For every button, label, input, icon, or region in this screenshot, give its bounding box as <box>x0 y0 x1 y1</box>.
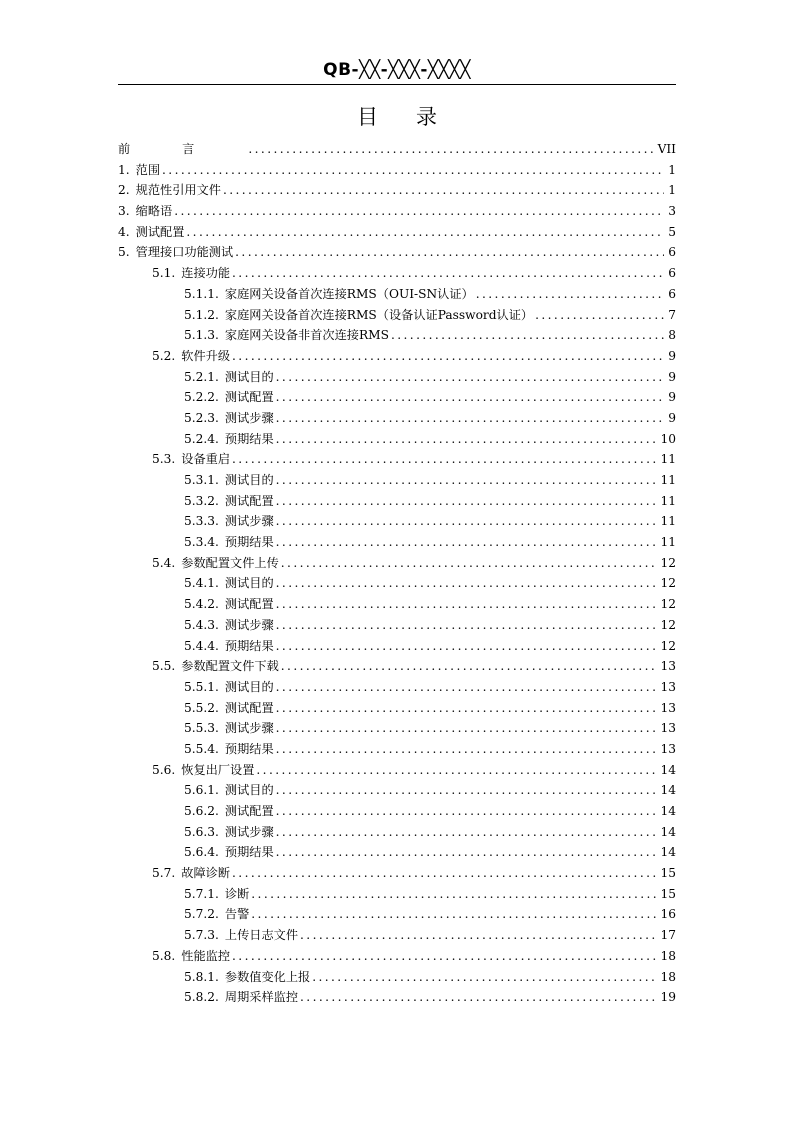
toc-entry-label <box>184 594 274 615</box>
toc-entry-label <box>184 532 274 553</box>
toc-entry-label <box>152 449 230 470</box>
toc-page-number: 13 <box>660 679 676 694</box>
toc-entry-number: 1. <box>118 162 130 177</box>
toc-entry-label <box>184 718 274 739</box>
toc-page-number: 11 <box>660 514 676 529</box>
toc-dot-leader <box>186 222 664 243</box>
toc-entry-text: 管理接口功能测试 <box>135 245 234 260</box>
header-divider <box>118 84 676 85</box>
toc-entry-label <box>184 987 298 1008</box>
toc-page-number: 19 <box>660 990 676 1005</box>
toc-entry-label <box>184 925 298 946</box>
toc-entry-number: 5.2.1. <box>184 369 219 384</box>
toc-entry-number: 5.7.2. <box>184 907 219 922</box>
toc-entry-number: 5.2.3. <box>184 410 219 425</box>
toc-page-number: 18 <box>660 969 676 984</box>
toc-entry-number: 5.8.2. <box>184 990 219 1005</box>
document-code: QB-╳╳-╳╳╳-╳╳╳╳ <box>323 60 471 80</box>
toc-entry-number: 5.5.1. <box>184 679 219 694</box>
toc-dot-leader <box>276 636 659 657</box>
toc-entry-text: 测试步骤 <box>224 514 274 529</box>
toc-dot-leader <box>232 863 658 884</box>
toc-entry[interactable] <box>118 532 676 553</box>
toc-entry-text: 预期结果 <box>224 741 274 756</box>
toc-dot-leader <box>276 718 659 739</box>
toc-entry[interactable] <box>118 325 676 346</box>
toc-page-number: 7 <box>668 307 676 322</box>
toc-dot-leader <box>232 346 664 367</box>
toc-dot-leader <box>276 677 659 698</box>
toc-dot-leader <box>276 801 659 822</box>
toc-entry-label <box>184 491 274 512</box>
toc-entry-text: 告警 <box>224 907 250 922</box>
toc-entry-text: 家庭网关设备首次连接RMS（设备认证Password认证） <box>224 307 534 322</box>
toc-page-number: 14 <box>660 762 676 777</box>
toc-dot-leader <box>162 160 664 181</box>
toc-entry-label <box>152 656 279 677</box>
toc-dot-leader <box>276 842 659 863</box>
toc-entry-number: 5.5.4. <box>184 741 219 756</box>
toc-dot-leader <box>276 511 659 532</box>
toc-page-number: 14 <box>660 804 676 818</box>
toc-entry[interactable] <box>118 822 676 843</box>
toc-entry[interactable] <box>118 222 676 243</box>
toc-entry[interactable] <box>118 573 676 594</box>
toc-entry-text: 测试配置 <box>224 390 274 405</box>
toc-entry[interactable] <box>118 801 676 822</box>
toc-entry-text: 性能监控 <box>181 948 231 963</box>
toc-entry-text: 测试步骤 <box>224 721 274 736</box>
toc-entry[interactable] <box>118 925 676 946</box>
toc-page-number: 6 <box>668 245 676 260</box>
toc-dot-leader <box>276 367 664 388</box>
toc-entry[interactable] <box>118 677 676 698</box>
toc-entry-text: 测试目的 <box>224 679 274 694</box>
toc-page-number: VII <box>657 142 676 156</box>
toc-dot-leader <box>232 449 658 470</box>
toc-page-number: 6 <box>668 266 676 281</box>
toc-entry-label <box>118 180 221 201</box>
toc-entry-label <box>184 511 274 532</box>
toc-page-number: 9 <box>668 410 676 425</box>
toc-entry-text: 恢复出厂设置 <box>181 762 255 777</box>
toc-entry-text: 预期结果 <box>224 638 274 653</box>
toc-entry[interactable] <box>118 180 676 201</box>
toc-entry-label <box>184 739 274 760</box>
toc-entry-label <box>184 470 274 491</box>
toc-entry-label <box>184 677 274 698</box>
toc-dot-leader <box>535 305 664 326</box>
toc-entry-text: 参数配置文件下载 <box>181 659 279 674</box>
toc-entry-text: 测试目的 <box>224 783 274 798</box>
toc-page-number: 9 <box>668 348 676 363</box>
toc-dot-leader <box>276 739 659 760</box>
toc-entry-label <box>184 408 274 429</box>
toc-entry[interactable] <box>118 967 676 988</box>
toc-entry[interactable] <box>118 408 676 429</box>
toc-entry-label <box>184 429 274 450</box>
table-of-contents <box>118 139 676 1008</box>
toc-entry-label <box>184 884 249 905</box>
toc-page-number: 12 <box>660 597 676 612</box>
toc-entry-text: 测试配置 <box>224 597 274 612</box>
toc-entry-label <box>184 904 249 925</box>
toc-dot-leader <box>223 180 664 201</box>
toc-entry[interactable] <box>118 491 676 512</box>
toc-entry[interactable] <box>118 656 676 677</box>
toc-page-number: 16 <box>660 907 676 922</box>
toc-entry-label <box>118 201 172 222</box>
toc-entry-number: 5.5. <box>152 659 176 674</box>
toc-entry-text: 诊断 <box>224 886 250 901</box>
toc-entry-label <box>184 967 310 988</box>
toc-entry-number: 5.1. <box>152 266 176 281</box>
toc-entry[interactable] <box>118 160 676 181</box>
toc-dot-leader <box>276 698 659 719</box>
toc-dot-leader <box>276 822 659 843</box>
toc-entry-label <box>152 760 254 781</box>
toc-entry-label <box>152 863 230 884</box>
toc-entry-number: 4. <box>118 224 130 239</box>
toc-entry-text: 参数配置文件上传 <box>181 555 279 570</box>
toc-entry-label <box>184 698 274 719</box>
toc-entry-text: 家庭网关设备首次连接RMS（OUI-SN认证） <box>224 286 474 301</box>
toc-entry-label <box>152 346 230 367</box>
toc-entry[interactable] <box>118 636 676 657</box>
toc-entry[interactable] <box>118 284 676 305</box>
toc-entry[interactable] <box>118 946 676 967</box>
toc-dot-leader <box>312 967 658 988</box>
toc-entry-text: 软件升级 <box>181 348 231 363</box>
toc-entry-number: 5.7.1. <box>184 886 219 901</box>
toc-page-number: 9 <box>668 369 676 384</box>
toc-page-number: 13 <box>660 721 676 736</box>
toc-entry-text: 测试配置 <box>224 804 274 818</box>
toc-dot-leader <box>276 408 664 429</box>
toc-entry-number: 5.3.2. <box>184 493 219 508</box>
toc-entry[interactable] <box>118 242 676 263</box>
toc-entry[interactable] <box>118 987 676 1008</box>
toc-entry[interactable] <box>118 553 676 574</box>
toc-entry-number: 5.6. <box>152 762 176 777</box>
toc-entry-label <box>184 573 274 594</box>
toc-dot-leader <box>276 491 659 512</box>
toc-entry-text: 测试步骤 <box>224 824 274 839</box>
toc-page-number: 12 <box>660 555 676 570</box>
toc-entry-label <box>184 842 274 863</box>
toc-entry-number: 5.1.3. <box>184 328 219 343</box>
toc-entry[interactable] <box>118 739 676 760</box>
toc-dot-leader <box>476 284 664 305</box>
toc-entry-text: 测试目的 <box>224 473 274 487</box>
toc-dot-leader <box>276 387 664 408</box>
toc-entry-number: 5.6.2. <box>184 804 219 818</box>
toc-entry-text: 设备重启 <box>181 452 231 467</box>
toc-dot-leader <box>276 532 659 553</box>
toc-dot-leader <box>232 946 658 967</box>
toc-entry-label <box>152 946 230 967</box>
toc-dot-leader <box>281 553 659 574</box>
toc-entry-number: 5.7.3. <box>184 928 219 943</box>
toc-entry-text: 周期采样监控 <box>224 990 299 1005</box>
toc-page-number: 13 <box>660 659 676 674</box>
toc-dot-leader <box>276 573 659 594</box>
toc-entry-number: 5.4. <box>152 555 176 570</box>
toc-entry[interactable] <box>118 387 676 408</box>
toc-entry[interactable] <box>118 429 676 450</box>
toc-dot-leader <box>276 429 659 450</box>
toc-entry-number: 5.2. <box>152 348 176 363</box>
toc-page-number: 5 <box>668 224 676 239</box>
toc-entry-number: 5.1.2. <box>184 307 219 322</box>
toc-dot-leader <box>276 594 659 615</box>
toc-entry-label <box>118 242 233 263</box>
toc-entry[interactable] <box>118 615 676 636</box>
toc-entry-text: 测试目的 <box>224 576 274 591</box>
toc-page-number: 14 <box>660 783 676 798</box>
toc-page-number: 14 <box>660 824 676 839</box>
toc-page-number: 6 <box>668 286 676 301</box>
toc-entry[interactable] <box>118 780 676 801</box>
toc-entry-text: 预期结果 <box>224 845 274 860</box>
toc-entry-label <box>184 305 533 326</box>
toc-entry-number: 5.2.4. <box>184 431 219 446</box>
toc-entry-label <box>184 387 274 408</box>
toc-entry-number: 5.4.1. <box>184 576 219 591</box>
toc-page-number: 11 <box>660 535 676 550</box>
toc-page-number: 12 <box>660 617 676 632</box>
toc-entry-number: 5. <box>118 245 130 260</box>
toc-page-number: 17 <box>660 928 676 943</box>
toc-dot-leader <box>281 656 659 677</box>
toc-entry-text: 测试配置 <box>224 700 274 715</box>
toc-entry-number: 5.3. <box>152 452 176 467</box>
toc-page-number: 15 <box>660 866 676 881</box>
toc-dot-leader <box>251 904 658 925</box>
toc-entry-text: 测试步骤 <box>224 617 274 632</box>
toc-dot-leader <box>174 201 664 222</box>
toc-page-number: 1 <box>668 162 676 177</box>
toc-entry-number: 5.4.2. <box>184 597 219 612</box>
toc-dot-leader <box>391 325 664 346</box>
toc-entry-label <box>118 139 246 160</box>
toc-entry-text: 预期结果 <box>224 535 274 550</box>
toc-entry-number: 5.4.3. <box>184 617 219 632</box>
toc-page-number: 9 <box>668 390 676 405</box>
toc-page-number: 11 <box>660 473 676 487</box>
toc-page-number: 12 <box>660 576 676 591</box>
toc-entry-label <box>184 822 274 843</box>
toc-entry-number: 5.6.1. <box>184 783 219 798</box>
toc-entry-text: 规范性引用文件 <box>135 183 221 198</box>
toc-entry-label <box>184 636 274 657</box>
toc-entry[interactable] <box>118 139 676 160</box>
toc-dot-leader <box>235 242 664 263</box>
toc-entry[interactable] <box>118 842 676 863</box>
toc-entry[interactable] <box>118 718 676 739</box>
toc-entry[interactable] <box>118 470 676 491</box>
toc-entry-text: 范围 <box>135 162 161 177</box>
toc-entry-text: 测试配置 <box>135 224 185 239</box>
toc-entry-label <box>152 263 230 284</box>
toc-entry[interactable] <box>118 904 676 925</box>
toc-entry-text: 测试目的 <box>224 369 274 384</box>
toc-entry-number: 5.5.2. <box>184 700 219 715</box>
toc-dot-leader <box>256 760 658 781</box>
toc-entry-number: 5.6.3. <box>184 824 219 839</box>
toc-entry-label <box>184 367 274 388</box>
toc-page-number: 14 <box>660 845 676 860</box>
toc-entry-label <box>184 801 274 822</box>
toc-page-number: 8 <box>668 328 676 343</box>
toc-entry-label <box>184 615 274 636</box>
toc-page-number: 11 <box>660 493 676 508</box>
toc-entry-number: 5.5.3. <box>184 721 219 736</box>
toc-dot-leader <box>232 263 664 284</box>
toc-entry[interactable] <box>118 346 676 367</box>
toc-entry-text: 家庭网关设备非首次连接RMS <box>224 328 389 343</box>
toc-entry-number: 2. <box>118 183 130 198</box>
toc-page-number: 1 <box>668 183 676 198</box>
toc-entry[interactable] <box>118 263 676 284</box>
toc-page-number: 3 <box>668 204 676 219</box>
toc-entry-number: 5.6.4. <box>184 845 219 860</box>
toc-entry-number: 5.8.1. <box>184 969 219 984</box>
toc-entry[interactable] <box>118 511 676 532</box>
toc-title: 目录 <box>357 105 475 129</box>
toc-page-number: 13 <box>660 700 676 715</box>
toc-entry-number: 5.3.3. <box>184 514 219 529</box>
toc-entry-number: 5.7. <box>152 866 176 881</box>
toc-entry[interactable] <box>118 884 676 905</box>
toc-entry-label <box>118 160 160 181</box>
toc-entry-text: 预期结果 <box>224 431 274 446</box>
toc-page-number: 11 <box>660 452 676 467</box>
toc-entry-text: 测试步骤 <box>224 410 274 425</box>
toc-dot-leader <box>276 780 659 801</box>
toc-entry-label <box>184 780 274 801</box>
page-header <box>118 56 676 84</box>
toc-page-number: 15 <box>660 886 676 901</box>
toc-entry-text: 参数值变化上报 <box>224 969 311 984</box>
toc-dot-leader <box>276 615 659 636</box>
toc-entry[interactable] <box>118 760 676 781</box>
toc-entry-text: 缩略语 <box>135 204 173 219</box>
toc-entry[interactable] <box>118 863 676 884</box>
toc-entry[interactable] <box>118 594 676 615</box>
toc-entry[interactable] <box>118 305 676 326</box>
toc-entry-text: 故障诊断 <box>181 866 231 881</box>
toc-entry-number: 3. <box>118 204 130 219</box>
toc-entry[interactable] <box>118 698 676 719</box>
toc-entry-number: 5.4.4. <box>184 638 219 653</box>
toc-entry-text: 测试配置 <box>224 493 274 508</box>
toc-entry-label <box>152 553 279 574</box>
toc-entry-number: 5.8. <box>152 948 176 963</box>
toc-entry-text: 上传日志文件 <box>224 928 299 943</box>
toc-entry-number: 5.2.2. <box>184 390 219 405</box>
toc-entry-number: 5.3.4. <box>184 535 219 550</box>
toc-dot-leader <box>251 884 658 905</box>
toc-entry-label <box>118 222 184 243</box>
toc-page-number: 10 <box>660 431 676 446</box>
toc-entry-number: 5.1.1. <box>184 286 219 301</box>
toc-entry[interactable] <box>118 367 676 388</box>
toc-dot-leader <box>248 139 655 160</box>
toc-entry[interactable] <box>118 201 676 222</box>
toc-dot-leader <box>300 987 658 1008</box>
toc-entry-text: 前言 <box>118 142 247 156</box>
toc-dot-leader <box>276 470 659 491</box>
toc-entry-label <box>184 325 389 346</box>
toc-entry-number: 5.3.1. <box>184 473 219 487</box>
toc-page-number: 13 <box>660 741 676 756</box>
toc-entry-text: 连接功能 <box>181 266 231 281</box>
toc-page-number: 18 <box>660 948 676 963</box>
toc-page-number: 12 <box>660 638 676 653</box>
toc-entry-label <box>184 284 474 305</box>
toc-dot-leader <box>300 925 658 946</box>
toc-entry[interactable] <box>118 449 676 470</box>
